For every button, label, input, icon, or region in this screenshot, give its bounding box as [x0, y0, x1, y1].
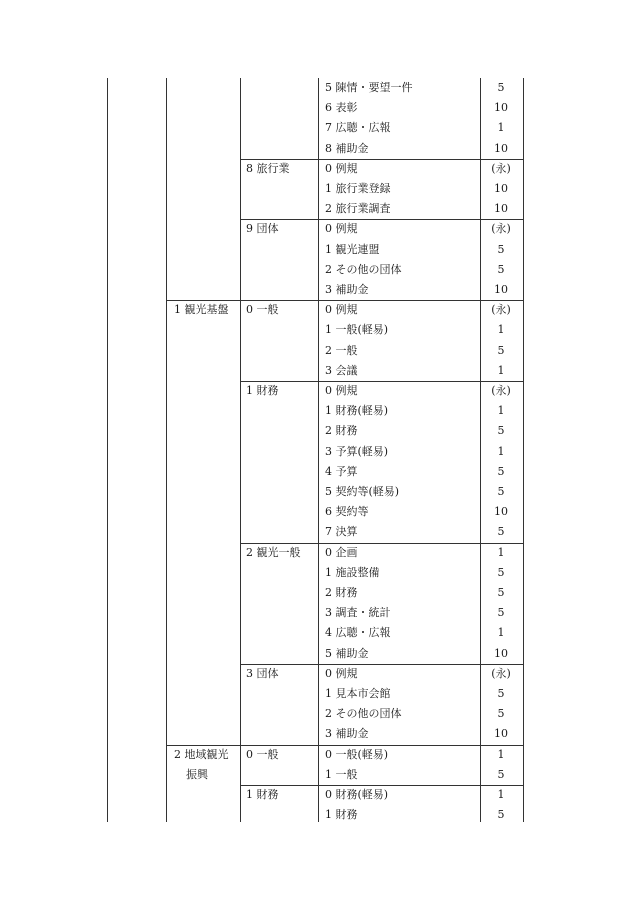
- column-rule: [107, 78, 108, 822]
- item-label: 0 例規: [325, 161, 358, 175]
- subcategory-label: 1 財務: [246, 788, 279, 801]
- retention-period: (永): [491, 384, 511, 397]
- retention-period: 10: [494, 182, 508, 195]
- item-label: 5 補助金: [325, 646, 369, 660]
- item-label: 5 契約等(軽易): [325, 485, 400, 498]
- retention-period: 10: [494, 101, 508, 115]
- item-label: 0 例規: [325, 384, 358, 397]
- row-rule: [240, 381, 523, 382]
- retention-period: (永): [491, 161, 511, 175]
- retention-period: 1: [497, 545, 505, 559]
- retention-period: 5: [497, 525, 505, 539]
- retention-period: 10: [494, 141, 508, 155]
- column-rule: [166, 78, 167, 822]
- retention-period: 5: [497, 464, 505, 478]
- item-label: 0 財務(軽易): [325, 788, 389, 801]
- item-label: 1 見本市会館: [325, 687, 391, 700]
- item-label: 0 企画: [325, 545, 358, 559]
- retention-period: 5: [497, 343, 505, 357]
- subcategory-label: 9 団体: [246, 222, 279, 236]
- item-label: 1 一般: [325, 767, 358, 781]
- category-label: 1 観光基盤: [174, 303, 229, 317]
- item-label: 1 財務(軽易): [325, 404, 389, 418]
- retention-period: 5: [497, 262, 505, 276]
- subcategory-label: 2 観光一般: [246, 545, 301, 559]
- retention-period: (永): [491, 303, 511, 317]
- retention-period: 10: [494, 202, 508, 216]
- retention-period: 1: [497, 323, 505, 337]
- item-label: 0 一般(軽易): [325, 747, 389, 761]
- item-label: 3 補助金: [325, 283, 369, 296]
- row-rule: [240, 785, 523, 786]
- retention-period: (永): [491, 222, 511, 236]
- item-label: 6 契約等: [325, 505, 369, 519]
- retention-period: 5: [497, 808, 505, 822]
- retention-period: 5: [497, 687, 505, 700]
- item-label: 3 調査・統計: [325, 606, 391, 620]
- column-rule: [240, 78, 241, 822]
- item-label: 3 補助金: [325, 727, 369, 741]
- retention-period: 1: [497, 747, 505, 761]
- retention-period: 10: [494, 283, 508, 296]
- retention-period: 10: [494, 505, 508, 519]
- retention-period: 5: [497, 485, 505, 498]
- row-rule: [240, 159, 523, 160]
- row-rule: [240, 543, 523, 544]
- item-label: 1 施設整備: [325, 565, 380, 579]
- item-label: 2 財務: [325, 424, 358, 438]
- category-label: 2 地域観光: [174, 747, 229, 761]
- retention-period: 5: [497, 767, 505, 781]
- item-label: 7 広聴・広報: [325, 121, 391, 135]
- retention-period: (永): [491, 666, 511, 680]
- item-label: 1 旅行業登録: [325, 182, 391, 195]
- item-label: 2 その他の団体: [325, 707, 402, 721]
- row-rule: [166, 745, 523, 746]
- column-rule: [523, 78, 524, 822]
- subcategory-label: 1 財務: [246, 384, 279, 397]
- item-label: 2 その他の団体: [325, 262, 402, 276]
- retention-period: 5: [497, 586, 505, 599]
- retention-period: 5: [497, 81, 505, 94]
- subcategory-label: 3 団体: [246, 666, 279, 680]
- item-label: 1 財務: [325, 808, 358, 822]
- item-label: 3 会議: [325, 363, 358, 377]
- subcategory-label: 0 一般: [246, 303, 279, 317]
- item-label: 4 予算: [325, 464, 358, 478]
- retention-period: 1: [497, 363, 505, 377]
- item-label: 1 観光連盟: [325, 242, 380, 256]
- item-label: 3 予算(軽易): [325, 444, 389, 458]
- retention-period: 1: [497, 404, 505, 418]
- retention-period: 5: [497, 707, 505, 721]
- item-label: 6 表彰: [325, 101, 358, 115]
- row-rule: [240, 664, 523, 665]
- item-label: 0 例規: [325, 222, 358, 236]
- row-rule: [166, 300, 523, 301]
- item-label: 1 一般(軽易): [325, 323, 389, 337]
- retention-period: 1: [497, 121, 505, 135]
- row-rule: [240, 219, 523, 220]
- retention-period: 1: [497, 444, 505, 458]
- item-label: 0 例規: [325, 666, 358, 680]
- retention-period: 1: [497, 626, 505, 640]
- item-label: 5 陳情・要望一件: [325, 81, 413, 94]
- item-label: 2 財務: [325, 586, 358, 599]
- retention-period: 10: [494, 727, 508, 741]
- retention-period: 5: [497, 242, 505, 256]
- item-label: 7 決算: [325, 525, 358, 539]
- subcategory-label: 8 旅行業: [246, 161, 290, 175]
- item-label: 8 補助金: [325, 141, 369, 155]
- item-label: 2 旅行業調査: [325, 202, 391, 216]
- item-label: 0 例規: [325, 303, 358, 317]
- retention-period: 1: [497, 788, 505, 801]
- retention-period: 10: [494, 646, 508, 660]
- retention-period: 5: [497, 606, 505, 620]
- column-rule: [318, 78, 319, 822]
- item-label: 4 広聴・広報: [325, 626, 391, 640]
- subcategory-label: 0 一般: [246, 747, 279, 761]
- retention-period: 5: [497, 424, 505, 438]
- category-label-cont: 振興: [186, 767, 208, 781]
- retention-period: 5: [497, 565, 505, 579]
- item-label: 2 一般: [325, 343, 358, 357]
